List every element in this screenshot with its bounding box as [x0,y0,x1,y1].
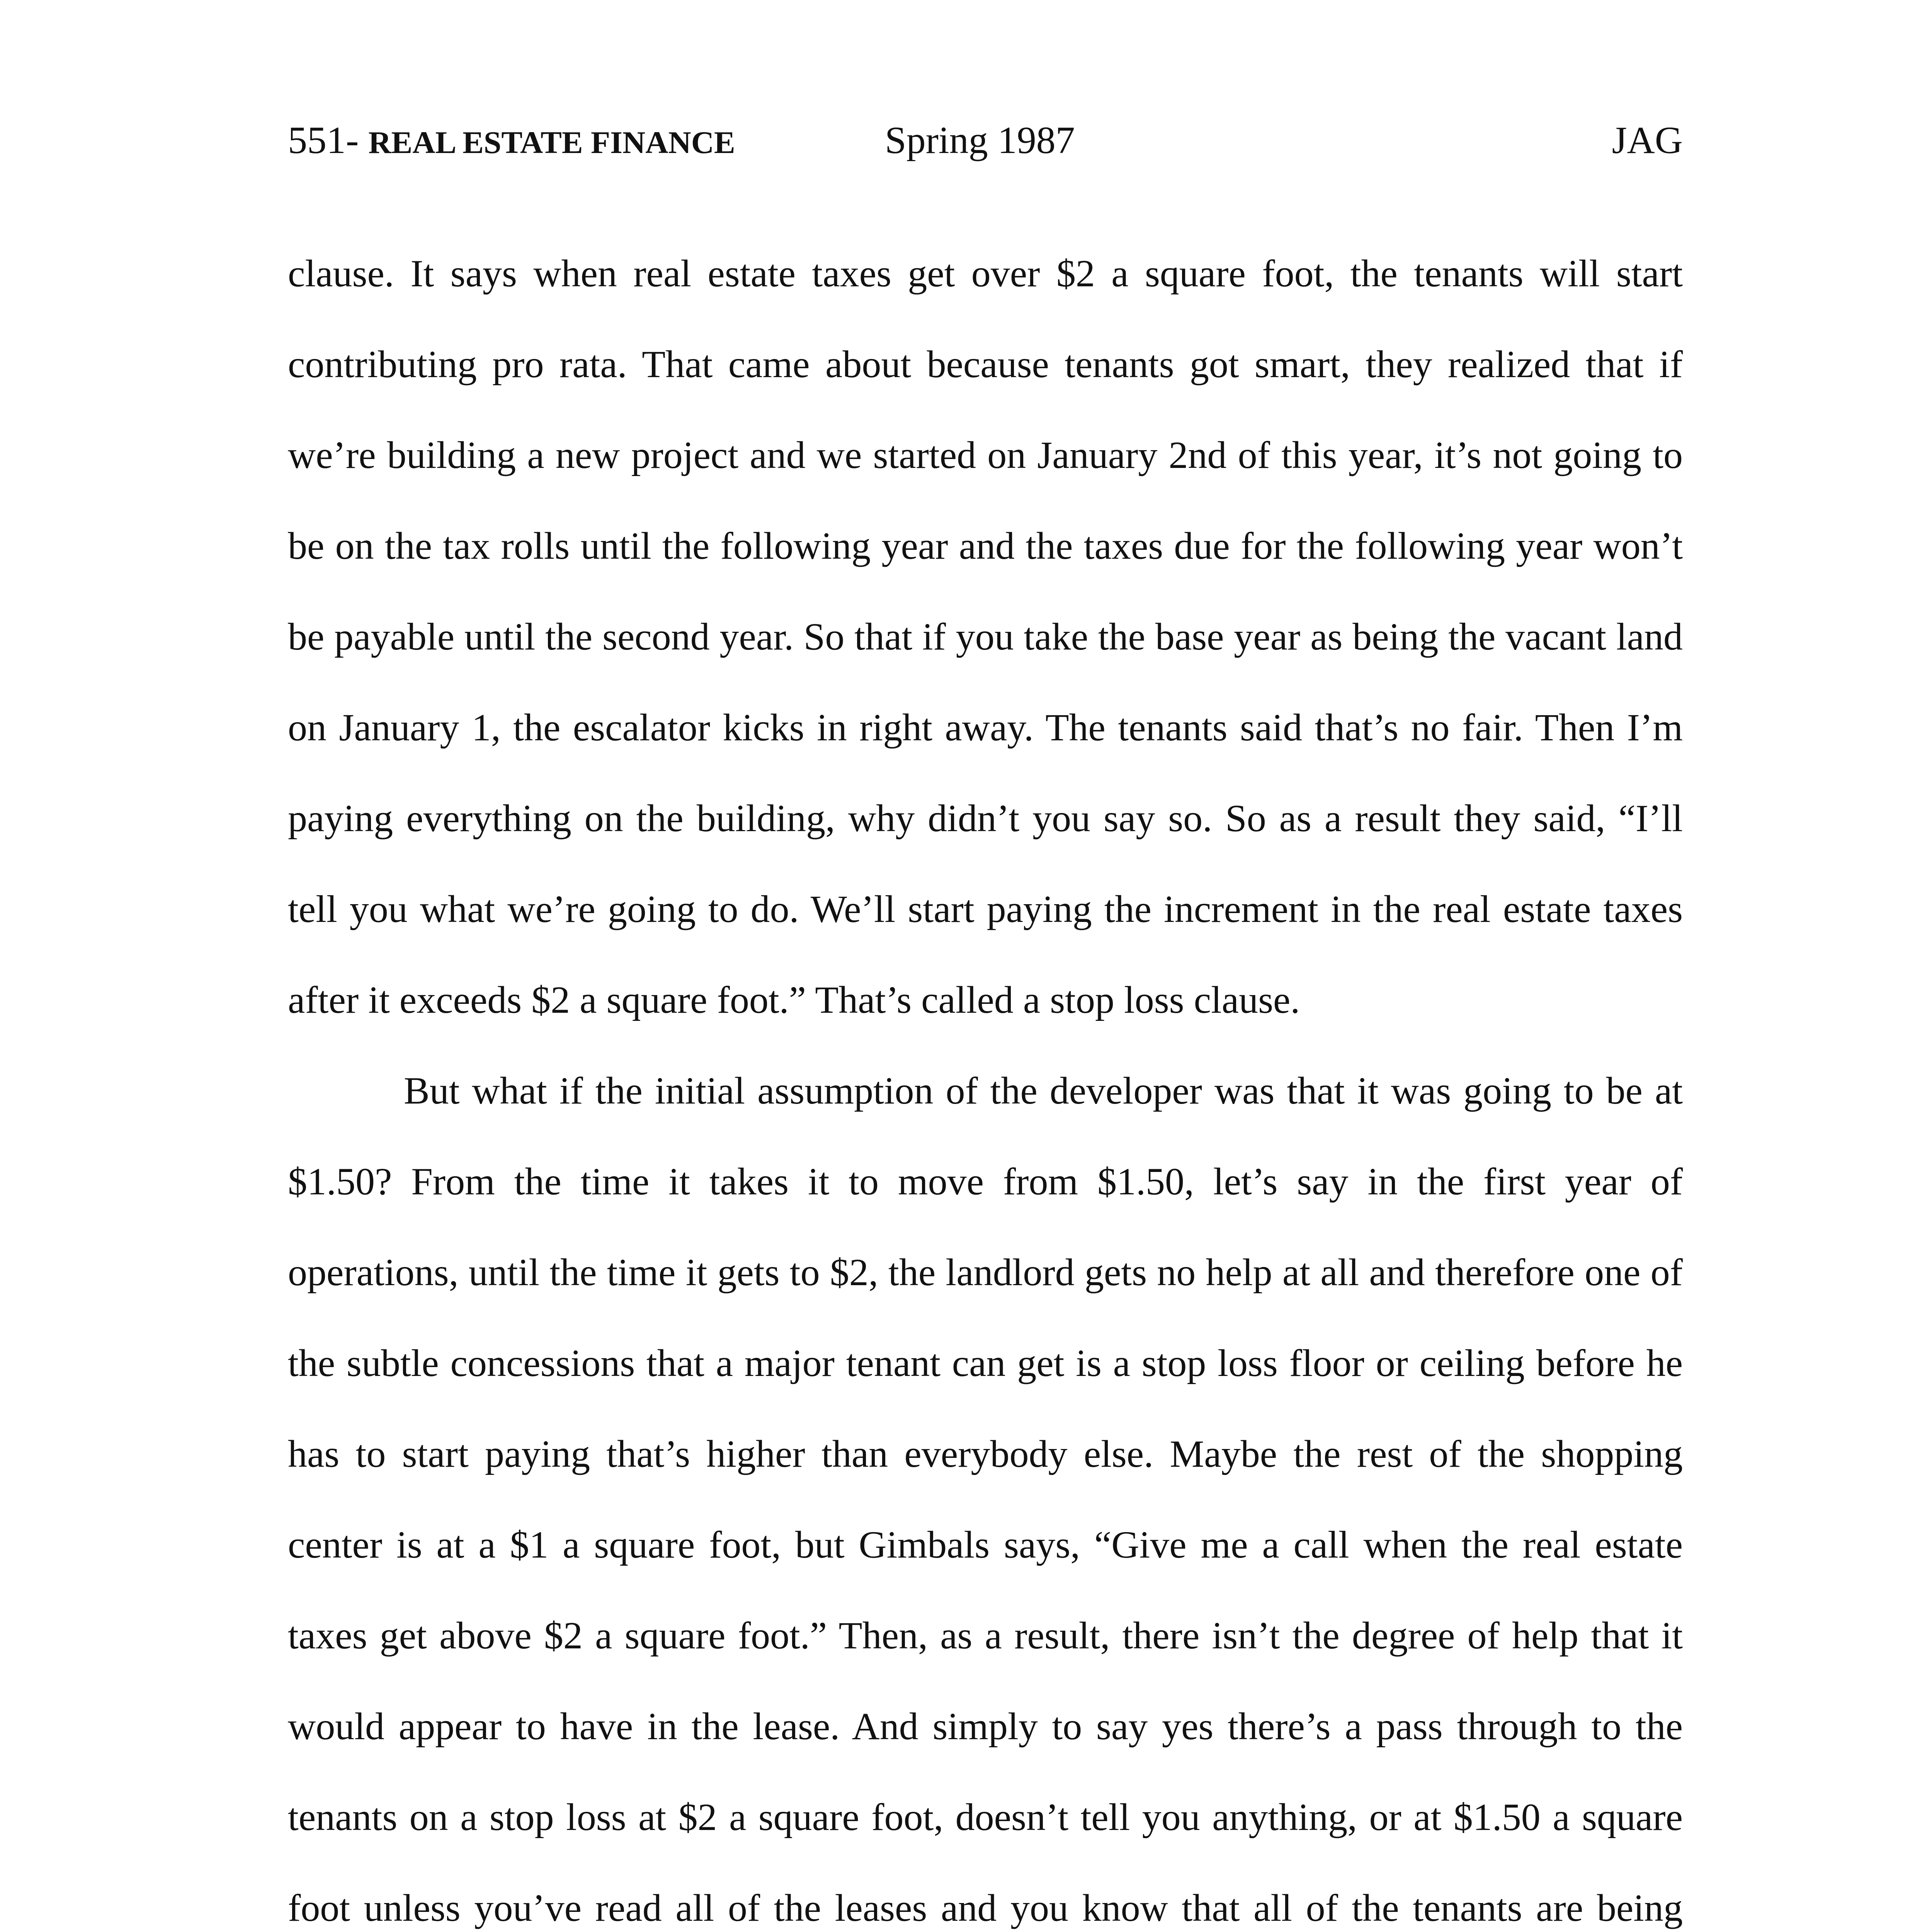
author-initials: JAG [1612,119,1683,162]
course-number: 551- [288,119,369,162]
term-label: Spring 1987 [885,119,1075,162]
body-text [288,228,1683,1932]
course-heading [288,115,735,168]
paragraph: clause. It says when real estate taxes get over $2 a square foot, the tenants will start contributing pro rata. That came about because tenants got smart, they realized that if we’re building a new project and we started on January 2nd of this year, it’s not going to be on the tax rolls until the following year and the taxes due for the following year won’t be payable until the second year. So that if you take the base year as being the vacant land on January 1, the escalator kicks in right away. The tenants said that’s no fair. Then I’m paying everything on the building, why didn’t you say so. So as a result they said, “I’ll tell you what we’re going to do. We’ll start paying the increment in the real estate taxes after it exceeds $2 a square foot.” That’s called a stop loss clause. [288,252,1683,1021]
paragraph: But what if the initial assumption of the developer was that it was going to be at $1.50? From the time it takes it to move from $1.50, let’s say in the first year of operations, until the time it gets to $2, the landlord gets no help at all and therefore one of the subtle concessions that a major tenant can get is a stop loss floor or ceiling before he has to start paying that’s higher than everybody else. Maybe the rest of the shopping center is at a $1 a square foot, but Gimbals says, “Give me a call when the real estate taxes get above $2 a square foot.” Then, as a result, there isn’t the degree of help that it would appear to have in the lease. And simply to say yes there’s a pass through to the tenants on a stop loss at $2 a square foot, doesn’t tell you anything, or at $1.50 a square foot unless you’ve read all of the leases and you know that all of the tenants are being [288,1069,1683,1929]
course-title: REAL ESTATE FINANCE [368,125,735,160]
page-header [288,115,1683,165]
